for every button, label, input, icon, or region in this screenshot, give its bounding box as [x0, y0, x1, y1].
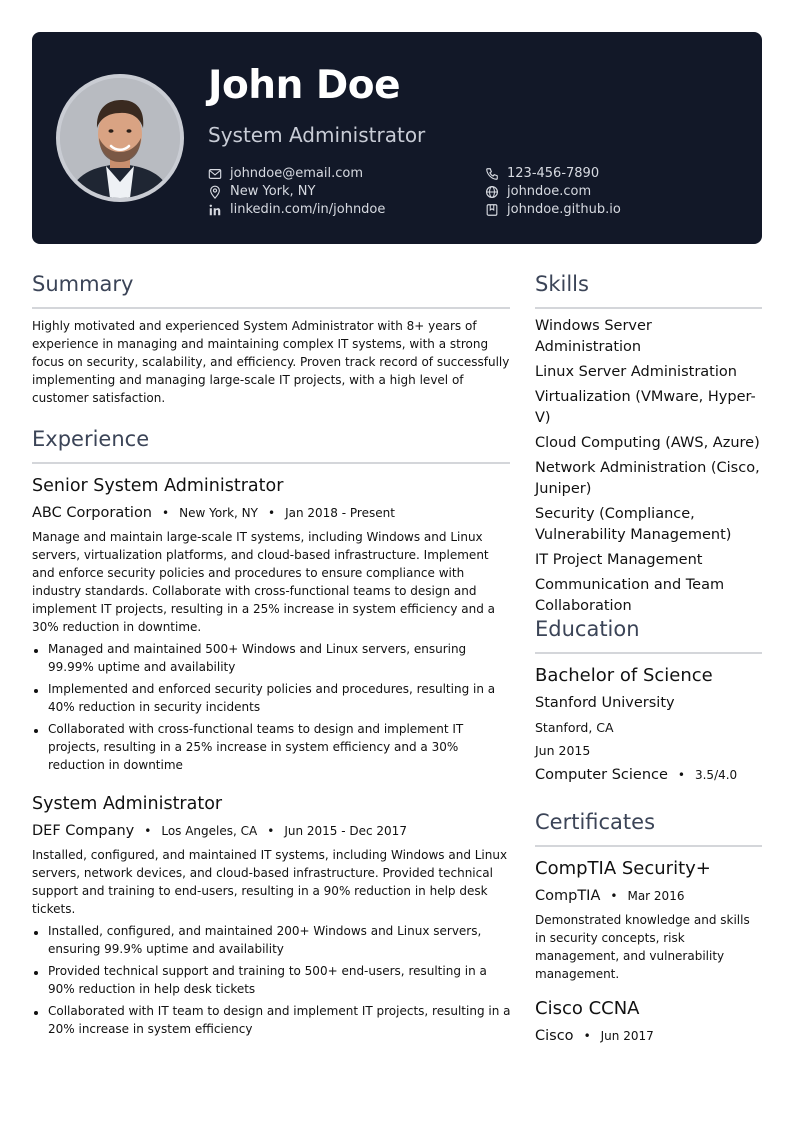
education-date: Jun 2015 [535, 743, 591, 758]
job-achievements [32, 922, 512, 1042]
job-title: Senior System Administrator [32, 476, 284, 496]
separator-dot: • [267, 824, 275, 838]
separator-dot: • [144, 824, 152, 838]
education-divider [535, 652, 762, 654]
candidate-name: John Doe [208, 63, 401, 108]
skills-divider [535, 307, 762, 309]
contact-website-text: johndoe.com [507, 184, 592, 199]
job-title: System Administrator [32, 794, 223, 814]
certificates-heading: Certificates [535, 810, 656, 834]
mail-icon [208, 167, 222, 181]
certificate-issuer: CompTIA [535, 888, 601, 904]
contact-github[interactable] [485, 201, 621, 219]
separator-dot: • [677, 768, 685, 782]
education-field-meta [535, 765, 737, 785]
achievement-item: Installed, configured, and maintained 200+ Windows and Linux servers, ensuring 99.9% uptime and availability [32, 922, 512, 958]
contact-location [208, 183, 315, 201]
job-dates: Jun 2015 - Dec 2017 [284, 824, 407, 838]
job-company: ABC Corporation [32, 505, 153, 521]
certificate-name: Cisco CCNA [535, 998, 640, 1019]
candidate-role: System Administrator [208, 123, 426, 147]
skill-item: Communication and Team Collaboration [535, 577, 725, 614]
skill-item: Cloud Computing (AWS, Azure) [535, 435, 760, 451]
certificate-date: Jun 2017 [600, 1029, 654, 1043]
certificates-divider [535, 845, 762, 847]
experience-divider [32, 462, 510, 464]
job-achievements [32, 640, 512, 778]
job-description: Manage and maintain large-scale IT systems, including Windows and Linux servers, virtualization platforms, and cloud-based infrastructure. Implement and enforce security policies and procedures to ensure compliance with industry standards. Collaborate with cross-functional teams to design and implement IT projects, resulting in a 25% increase in system efficiency and a 30% reduction in downtime. [32, 530, 496, 634]
job-dates: Jan 2018 - Present [285, 506, 395, 520]
certificate-name: CompTIA Security+ [535, 858, 711, 879]
achievement-item: Managed and maintained 500+ Windows and Linux servers, ensuring 99.99% uptime and availability [32, 640, 512, 676]
achievement-item: Implemented and enforced security policies and procedures, resulting in a 40% reduction in security incidents [32, 680, 512, 716]
education-school: Stanford University [535, 695, 675, 711]
certificate-description: Demonstrated knowledge and skills in security concepts, risk management, and vulnerability management. [535, 913, 750, 981]
skills-list [535, 316, 762, 621]
achievement-item: Collaborated with cross-functional teams to design and implement IT projects, resulting in a 25% increase in system efficiency and a 30% reduction in downtime [32, 720, 512, 774]
contact-website[interactable] [485, 183, 591, 201]
skills-heading: Skills [535, 272, 589, 296]
separator-dot: • [162, 506, 170, 520]
phone-icon [485, 167, 499, 181]
summary-text: Highly motivated and experienced System Administrator with 8+ years of experience in managing and maintaining complex IT systems, with a strong focus on security, scalability, and efficiency. Proven track record of successfully implementing and managing large-scale IT projects, with a high level of customer satisfaction. [32, 319, 510, 405]
contact-location-text: New York, NY [230, 184, 316, 199]
certificate-issuer: Cisco [535, 1028, 574, 1044]
skill-item: Windows Server Administration [535, 318, 652, 355]
linkedin-icon [208, 203, 222, 217]
profile-photo-illustration [60, 78, 180, 198]
job-company: DEF Company [32, 823, 135, 839]
summary-divider [32, 307, 510, 309]
job-description: Installed, configured, and maintained IT systems, including Windows and Linux servers, network devices, and cloud-based infrastructure. Provided technical support and training to end-users, resulting in a 90% reduction in help desk tickets. [32, 848, 508, 916]
contact-linkedin-text: linkedin.com/in/johndoe [230, 202, 386, 217]
skill-item: Security (Compliance, Vulnerability Management) [535, 506, 732, 543]
experience-heading: Experience [32, 427, 150, 451]
contact-github-text: johndoe.github.io [507, 202, 621, 217]
certificate-meta [535, 1026, 654, 1046]
globe-icon [485, 185, 499, 199]
education-field: Computer Science [535, 767, 668, 783]
education-degree: Bachelor of Science [535, 665, 713, 686]
education-heading: Education [535, 617, 640, 641]
education-gpa: 3.5/4.0 [694, 768, 738, 782]
job-meta [32, 821, 407, 841]
resume-header [32, 32, 762, 244]
job-location: Los Angeles, CA [161, 824, 258, 838]
contact-phone-text: 123-456-7890 [507, 166, 600, 181]
separator-dot: • [610, 889, 618, 903]
map-pin-icon [208, 185, 222, 199]
achievement-item: Provided technical support and training to 500+ end-users, resulting in a 90% reduction in help desk tickets [32, 962, 512, 998]
separator-dot: • [583, 1029, 591, 1043]
summary-heading: Summary [32, 272, 134, 296]
certificate-date: Mar 2016 [627, 889, 685, 903]
contact-phone[interactable] [485, 165, 599, 183]
achievement-item: Collaborated with IT team to design and implement IT projects, resulting in a 20% increase in system efficiency [32, 1002, 512, 1038]
contact-linkedin[interactable] [208, 201, 385, 219]
contact-email-text: johndoe@email.com [230, 166, 363, 181]
job-location: New York, NY [179, 506, 258, 520]
bookmark-icon [485, 203, 499, 217]
profile-photo [56, 74, 184, 202]
education-location: Stanford, CA [535, 720, 614, 735]
contact-email[interactable] [208, 165, 363, 183]
skill-item: Virtualization (VMware, Hyper-V) [535, 389, 756, 426]
certificate-meta [535, 886, 684, 906]
skill-item: Network Administration (Cisco, Juniper) [535, 460, 760, 497]
skill-item: IT Project Management [535, 552, 703, 568]
separator-dot: • [267, 506, 276, 520]
skill-item: Linux Server Administration [535, 364, 737, 380]
job-meta [32, 503, 395, 523]
